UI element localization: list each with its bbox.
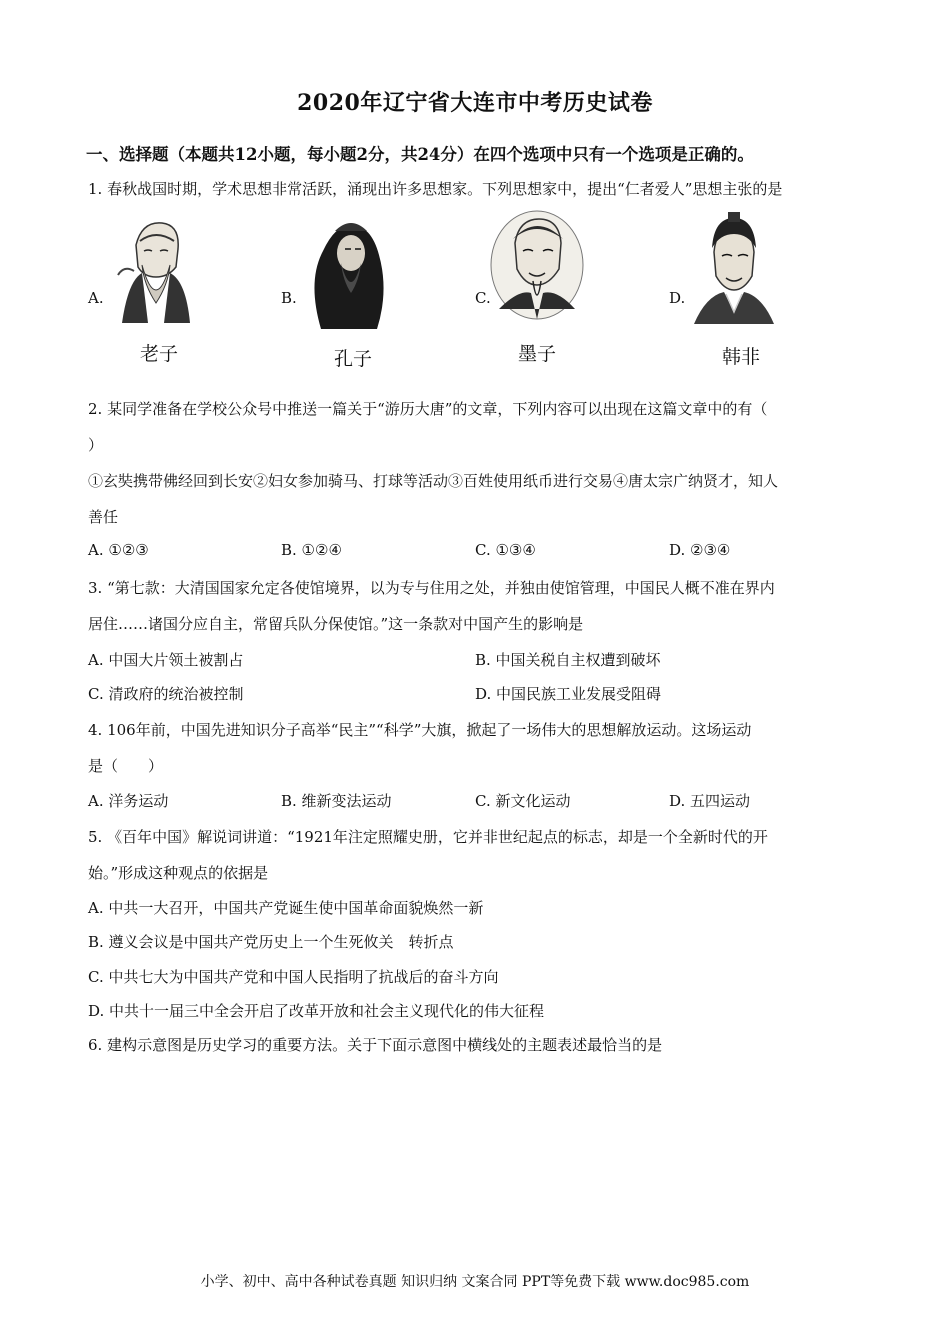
hanfei-portrait bbox=[686, 212, 780, 330]
q3-option-b: B. 中国关税自主权遭到破坏 bbox=[475, 651, 661, 669]
q3-option-c: C. 清政府的统治被控制 bbox=[88, 685, 244, 703]
q2-option-c: C. ①③④ bbox=[475, 541, 536, 559]
q1-option-c-caption: 墨子 bbox=[518, 343, 557, 365]
q2-option-d: D. ②③④ bbox=[669, 541, 731, 559]
q2-stem-line2: ） bbox=[88, 436, 104, 454]
q5-option-b: B. 遵义会议是中国共产党历史上一个生死攸关 转折点 bbox=[88, 933, 454, 951]
q2-option-b: B. ①②④ bbox=[281, 541, 342, 559]
exam-title: 2020年辽宁省大连市中考历史试卷 bbox=[297, 90, 653, 116]
q4-option-b: B. 维新变法运动 bbox=[281, 792, 392, 810]
q5-option-d: D. 中共十一届三中全会开启了改革开放和社会主义现代化的伟大征程 bbox=[88, 1002, 545, 1020]
q3-option-d: D. 中国民族工业发展受阻碍 bbox=[475, 685, 662, 703]
q5-option-a: A. 中共一大召开，中国共产党诞生使中国革命面貌焕然一新 bbox=[88, 899, 484, 917]
q3-option-a: A. 中国大片领土被割占 bbox=[88, 651, 244, 669]
q3-stem-line2: 居住……诸国分应自主，常留兵队分保使馆。”这一条款对中国产生的影响是 bbox=[88, 615, 584, 633]
q1-option-d-caption: 韩非 bbox=[722, 346, 761, 368]
q4-option-c: C. 新文化运动 bbox=[475, 792, 571, 810]
q4-option-a: A. 洋务运动 bbox=[88, 792, 169, 810]
q5-stem-line1: 5. 《百年中国》解说词讲道：“1921年注定照耀史册，它并非世纪起点的标志，却是一个全新时代的开 bbox=[88, 828, 768, 846]
q5-stem-line2: 始。”形成这种观点的依据是 bbox=[88, 864, 269, 882]
q1-stem: 1. 春秋战国时期，学术思想非常活跃，涌现出许多思想家。下列思想家中，提出“仁者爱人”思想主张的是 bbox=[88, 180, 783, 198]
mozi-portrait bbox=[489, 209, 585, 325]
q6-stem: 6. 建构示意图是历史学习的重要方法。关于下面示意图中横线处的主题表述最恰当的是 bbox=[88, 1036, 663, 1054]
q3-stem-line1: 3. “第七款：大清国国家允定各使馆境界，以为专与住用之处，并独由使馆管理，中国民人概不准在界内 bbox=[88, 579, 775, 597]
q1-option-b-letter: B. bbox=[281, 289, 297, 307]
laozi-portrait bbox=[108, 215, 204, 329]
q2-items-line1: ①玄奘携带佛经回到长安②妇女参加骑马、打球等活动③百姓使用纸币进行交易④唐太宗广纳贤才，知人 bbox=[88, 472, 779, 490]
q2-items-line2: 善任 bbox=[88, 508, 119, 526]
q5-option-c: C. 中共七大为中国共产党和中国人民指明了抗战后的奋斗方向 bbox=[88, 968, 499, 986]
q4-option-d: D. 五四运动 bbox=[669, 792, 751, 810]
section-heading: 一、选择题（本题共12小题，每小题2分，共24分）在四个选项中只有一个选项是正确的。 bbox=[86, 145, 754, 164]
q1-option-b-caption: 孔子 bbox=[334, 348, 373, 370]
q1-option-d-letter: D. bbox=[669, 289, 686, 307]
q1-option-a-letter: A. bbox=[88, 289, 104, 307]
q2-stem-line1: 2. 某同学准备在学校公众号中推送一篇关于“游历大唐”的文章，下列内容可以出现在这篇文章中的有（ bbox=[88, 400, 768, 418]
page-footer: 小学、初中、高中各种试卷真题 知识归纳 文案合同 PPT等免费下载 www.doc985.com bbox=[200, 1274, 750, 1290]
q4-stem-line1: 4. 106年前，中国先进知识分子高举“民主”“科学”大旗，掀起了一场伟大的思想解放运动。这场运动 bbox=[88, 721, 752, 739]
q2-option-a: A. ①②③ bbox=[88, 541, 149, 559]
q1-option-c-letter: C. bbox=[475, 289, 491, 307]
q1-option-a-caption: 老子 bbox=[140, 343, 179, 365]
confucius-portrait bbox=[301, 211, 393, 335]
q4-stem-line2: 是（ ） bbox=[88, 757, 164, 775]
